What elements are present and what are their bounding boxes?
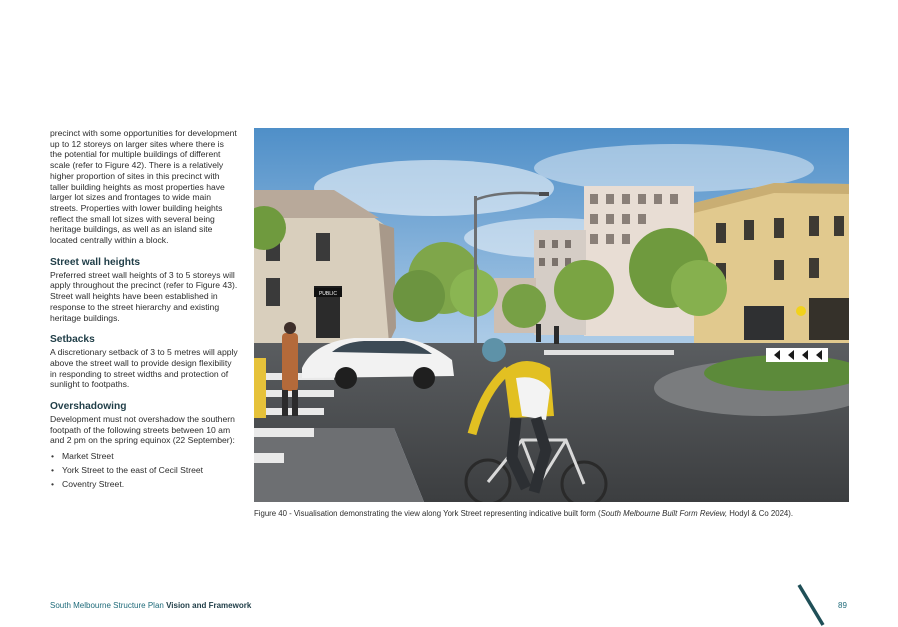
figure-caption (254, 509, 814, 519)
caption-text: Figure 40 - Visualisation demonstrating the view along York Street representing indicative built form ( (254, 509, 601, 518)
right-heritage-building (694, 183, 849, 343)
list-item: • Coventry Street. (50, 477, 238, 491)
footer-document-title (50, 601, 251, 610)
intro-paragraph: precinct with some opportunities for development up to 12 storeys on larger sites where there is the potential for multiple buildings of different scale (refer to Figure 42). There is a relatively higher proportion of sites in this precinct with taller building heights as most properties have larger lot sizes and frontages to wide main streets. Properties with lower building heights reflect the small lot sizes with several being heritage buildings, as well as an island site located centrally within a block. (50, 128, 237, 246)
street-wall-heights-text: Preferred street wall heights of 3 to 5 storeys will apply throughout the precinct (refer to Figure 43). Street wall heights have been established in response to the street hierarchy and existing heritage buildings. (50, 269, 238, 323)
list-item: • York Street to the east of Cecil Street (50, 463, 238, 477)
caption-source-italic: South Melbourne Built Form Review, (600, 509, 728, 518)
pub-sign (314, 288, 342, 297)
decorative-slash-icon (795, 583, 829, 627)
street-wall-heights-heading: Street wall heights (50, 256, 141, 268)
caption-end: Hodyl & Co 2024). (727, 509, 793, 518)
setbacks-heading: Setbacks (50, 334, 95, 346)
york-street-visualisation-image (254, 128, 849, 502)
pub-sign-text: PUBLIC (318, 291, 338, 297)
footer-section: Vision and Framework (166, 601, 252, 610)
footer-doc-title: South Melbourne Structure Plan (50, 601, 167, 610)
page-number: 89 (838, 601, 847, 610)
overshadowing-street-list (50, 449, 238, 491)
list-item: • Market Street (50, 449, 238, 463)
overshadowing-heading: Overshadowing (50, 401, 127, 413)
setbacks-text: A discretionary setback of 3 to 5 metres will apply above the street wall to provide design flexibility in responding to street widths and protection of sunlight to footpaths. (50, 347, 238, 390)
overshadowing-text: Development must not overshadow the southern footpath of the following streets between 10 am and 2 pm on the spring equinox (22 September): (50, 414, 235, 446)
body-text-column (50, 128, 238, 491)
